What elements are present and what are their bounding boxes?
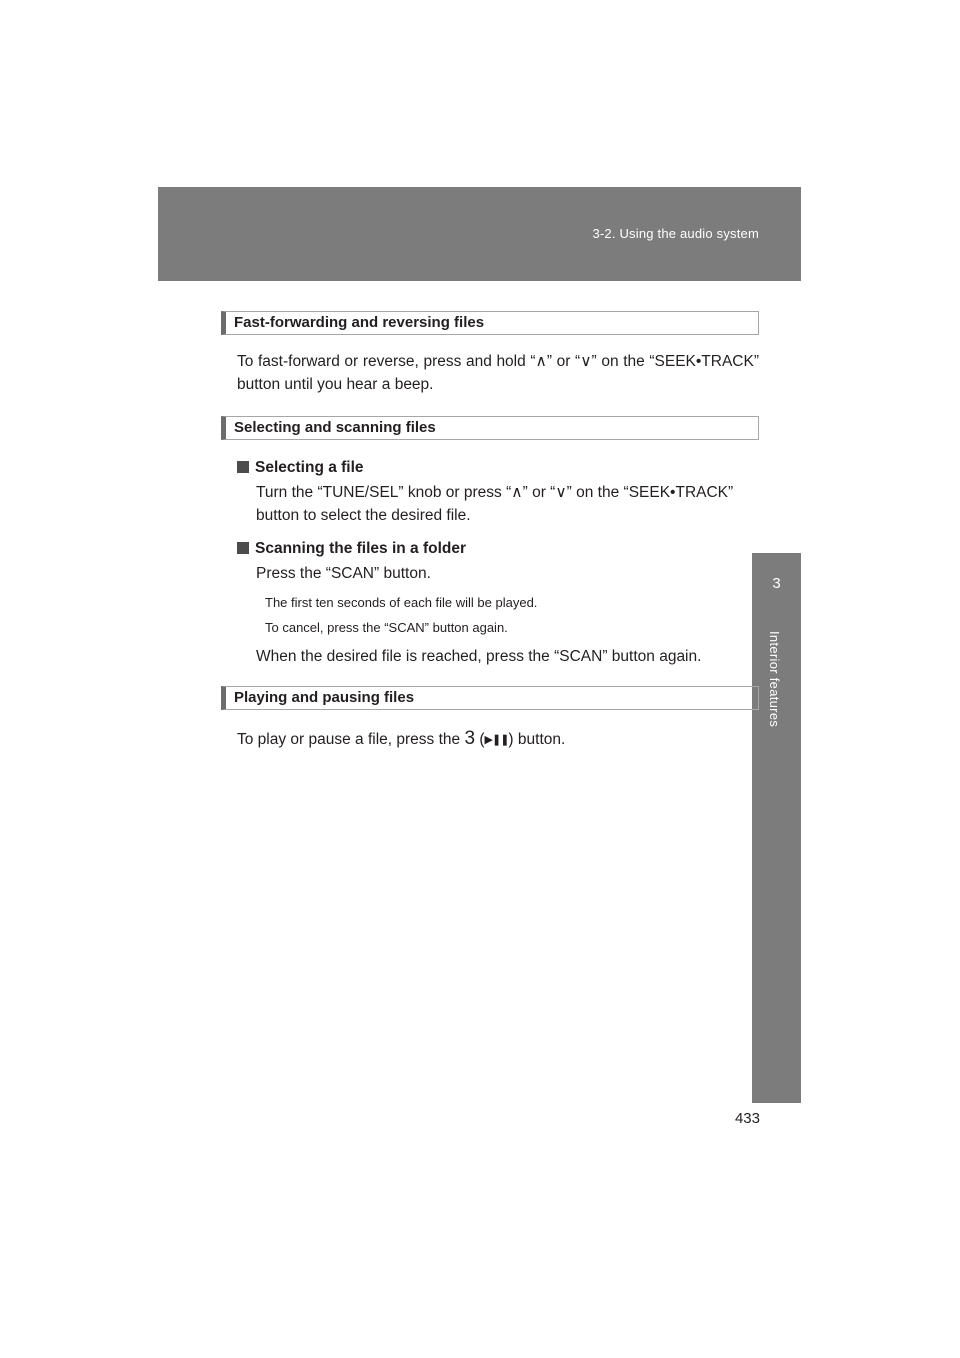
- square-bullet-icon: [237, 461, 249, 473]
- section-label: 3-2. Using the audio system: [592, 226, 759, 241]
- page-content: [221, 311, 759, 752]
- section-title-fast-forward: Fast-forwarding and reversing files: [221, 311, 759, 335]
- subsection-selecting-file: [221, 456, 759, 479]
- chapter-side-tab: [752, 553, 801, 1103]
- fast-forward-body: To fast-forward or reverse, press and hold “∧” or “∨” on the “SEEK•TRACK” button until you hear a beep.: [237, 353, 759, 393]
- chapter-number: 3: [772, 575, 781, 592]
- subsection-title: Scanning the files in a folder: [255, 540, 467, 557]
- playing-body-post: button.: [513, 731, 566, 748]
- scanning-note-2: To cancel, press the “SCAN” button again.: [265, 620, 508, 635]
- button-number: 3: [464, 728, 476, 749]
- chapter-title: Interior features: [767, 631, 782, 728]
- playing-body-pre: To play or pause a file, press the: [237, 731, 465, 748]
- scanning-body-2: When the desired file is reached, press the “SCAN” button again.: [256, 648, 702, 665]
- subsection-scanning: [221, 537, 759, 560]
- section-title-selecting: Selecting and scanning files: [221, 416, 759, 440]
- header-band: [158, 187, 801, 281]
- playing-body: To play or pause a file, press the 3 (▶❚❚) button.: [221, 727, 759, 752]
- selecting-file-body: Turn the “TUNE/SEL” knob or press “∧” or “∨” on the “SEEK•TRACK” button to select the desired file.: [256, 484, 734, 524]
- square-bullet-icon: [237, 542, 249, 554]
- scanning-note-1: The first ten seconds of each file will be played.: [265, 595, 538, 610]
- page-number: 433: [734, 1110, 760, 1127]
- section-title-playing: Playing and pausing files: [221, 686, 759, 710]
- subsection-title: Selecting a file: [255, 459, 364, 476]
- scanning-body-1: Press the “SCAN” button.: [256, 565, 431, 582]
- play-pause-icon: ▶❚❚: [484, 734, 509, 746]
